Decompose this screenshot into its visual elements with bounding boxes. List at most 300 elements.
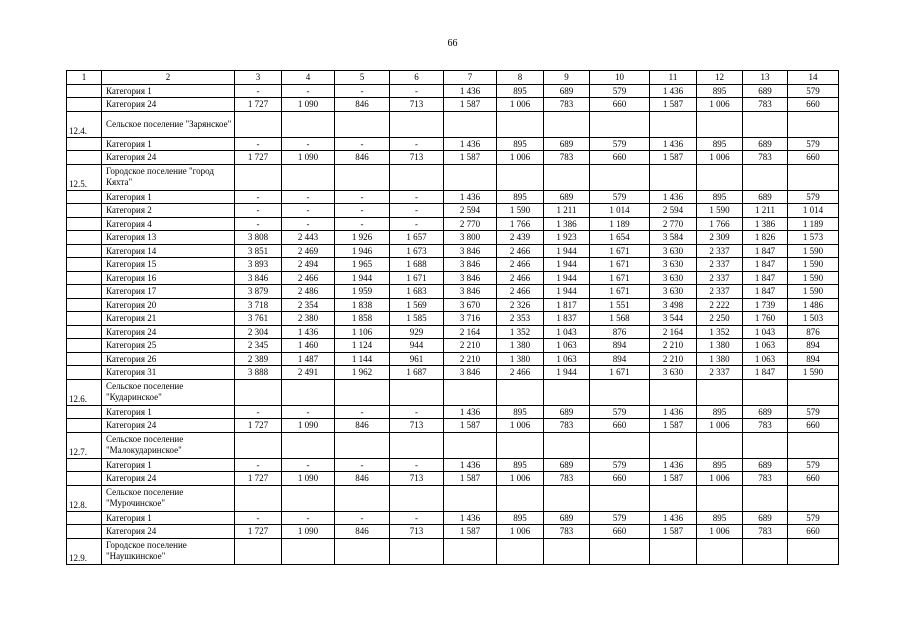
value-cell [444, 379, 497, 405]
row-number [67, 405, 102, 419]
value-cell: - [235, 190, 282, 204]
value-cell [335, 164, 390, 190]
value-cell: 1 926 [335, 231, 390, 245]
value-cell: 1 436 [444, 137, 497, 151]
value-cell: 2 250 [697, 312, 743, 326]
row-number [67, 190, 102, 204]
settlement-name: Сельское поселение "Зарянское" [102, 111, 235, 137]
value-cell: 1 727 [235, 472, 282, 486]
value-cell [335, 111, 390, 137]
value-cell: 3 498 [650, 298, 697, 312]
value-cell [497, 432, 544, 458]
value-cell: - [335, 190, 390, 204]
value-cell: 3 846 [444, 285, 497, 299]
value-cell [650, 379, 697, 405]
value-cell: 895 [697, 190, 743, 204]
value-cell [788, 379, 839, 405]
value-cell: 1 590 [788, 271, 839, 285]
value-cell [444, 164, 497, 190]
row-number: 12.8. [67, 485, 102, 511]
value-cell: 2 380 [282, 312, 335, 326]
value-cell [544, 485, 590, 511]
value-cell: 3 584 [650, 231, 697, 245]
value-cell: 1 106 [335, 325, 390, 339]
value-cell: 783 [544, 151, 590, 165]
value-cell: - [235, 458, 282, 472]
value-cell: 2 594 [444, 204, 497, 218]
value-cell: 1 590 [497, 204, 544, 218]
value-cell: 1 006 [697, 98, 743, 112]
value-cell: 579 [590, 137, 650, 151]
row-number [67, 271, 102, 285]
category-row [67, 98, 839, 112]
value-cell: 1 760 [743, 312, 788, 326]
value-cell [788, 538, 839, 564]
value-cell: 579 [590, 405, 650, 419]
value-cell: 689 [544, 511, 590, 525]
value-cell [235, 432, 282, 458]
column-header: 11 [650, 71, 697, 85]
value-cell: 1 503 [788, 312, 839, 326]
value-cell: 1 727 [235, 98, 282, 112]
value-cell: - [390, 217, 444, 231]
column-header: 3 [235, 71, 282, 85]
value-cell: 1 043 [743, 325, 788, 339]
row-number [67, 298, 102, 312]
header-row [67, 71, 839, 85]
value-cell: 1 436 [650, 84, 697, 98]
value-cell: 929 [390, 325, 444, 339]
value-cell: 783 [544, 472, 590, 486]
value-cell: 1 587 [444, 151, 497, 165]
category-name: Категория 2 [102, 204, 235, 218]
value-cell [282, 111, 335, 137]
value-cell: 1 063 [743, 339, 788, 353]
value-cell: 1 766 [497, 217, 544, 231]
row-number [67, 525, 102, 539]
value-cell: 3 888 [235, 366, 282, 380]
value-cell [235, 485, 282, 511]
row-number [67, 339, 102, 353]
category-name: Категория 1 [102, 405, 235, 419]
value-cell: 660 [788, 472, 839, 486]
value-cell: 689 [544, 405, 590, 419]
row-number [67, 285, 102, 299]
category-row [67, 285, 839, 299]
value-cell: 713 [390, 98, 444, 112]
value-cell [444, 538, 497, 564]
value-cell: - [390, 137, 444, 151]
value-cell [444, 485, 497, 511]
value-cell: - [335, 217, 390, 231]
category-name: Категория 20 [102, 298, 235, 312]
settlement-row [67, 538, 839, 564]
value-cell [788, 164, 839, 190]
value-cell: 1 671 [590, 258, 650, 272]
column-header: 13 [743, 71, 788, 85]
value-cell [497, 538, 544, 564]
category-row [67, 366, 839, 380]
category-row [67, 472, 839, 486]
category-row [67, 217, 839, 231]
value-cell: 579 [788, 137, 839, 151]
value-cell: 1 014 [590, 204, 650, 218]
value-cell: 1 436 [650, 458, 697, 472]
value-cell: 1 687 [390, 366, 444, 380]
value-cell [282, 432, 335, 458]
settlement-name: Городское поселение "город Кяхта" [102, 164, 235, 190]
value-cell: 2 491 [282, 366, 335, 380]
value-cell: 1 006 [497, 472, 544, 486]
value-cell [390, 379, 444, 405]
value-cell: 3 761 [235, 312, 282, 326]
category-name: Категория 4 [102, 217, 235, 231]
value-cell: 2 164 [444, 325, 497, 339]
value-cell: 783 [743, 151, 788, 165]
value-cell: 2 770 [444, 217, 497, 231]
value-cell [697, 164, 743, 190]
value-cell: 1 962 [335, 366, 390, 380]
value-cell: 1 436 [650, 511, 697, 525]
value-cell: 1 673 [390, 244, 444, 258]
value-cell: 2 337 [697, 258, 743, 272]
value-cell: 3 846 [235, 271, 282, 285]
value-cell: 2 345 [235, 339, 282, 353]
value-cell: 689 [743, 511, 788, 525]
value-cell: 1 014 [788, 204, 839, 218]
category-name: Категория 13 [102, 231, 235, 245]
value-cell [590, 164, 650, 190]
value-cell [282, 164, 335, 190]
value-cell: 1 211 [743, 204, 788, 218]
value-cell: 689 [544, 137, 590, 151]
value-cell: 3 630 [650, 271, 697, 285]
value-cell: 579 [590, 511, 650, 525]
value-cell: 3 846 [444, 366, 497, 380]
value-cell: 1 587 [650, 419, 697, 433]
value-cell: - [390, 511, 444, 525]
value-cell: 783 [544, 419, 590, 433]
settlement-name: Сельское поселение "Малокударинское" [102, 432, 235, 458]
row-number: 12.5. [67, 164, 102, 190]
value-cell: 3 630 [650, 244, 697, 258]
value-cell [590, 485, 650, 511]
column-header: 12 [697, 71, 743, 85]
value-cell: 2 353 [497, 312, 544, 326]
value-cell: 1 590 [697, 204, 743, 218]
value-cell [444, 432, 497, 458]
category-name: Категория 26 [102, 352, 235, 366]
value-cell: 1 006 [497, 98, 544, 112]
value-cell: 660 [590, 525, 650, 539]
column-header: 4 [282, 71, 335, 85]
category-row [67, 458, 839, 472]
value-cell: 895 [497, 190, 544, 204]
value-cell: 2 466 [497, 244, 544, 258]
value-cell: 1 837 [544, 312, 590, 326]
value-cell: 895 [497, 511, 544, 525]
value-cell: 1 847 [743, 366, 788, 380]
category-row [67, 137, 839, 151]
row-number [67, 231, 102, 245]
value-cell: - [282, 137, 335, 151]
value-cell: 1 436 [282, 325, 335, 339]
value-cell: - [235, 511, 282, 525]
value-cell: 1 090 [282, 472, 335, 486]
value-cell: 689 [544, 84, 590, 98]
value-cell: 1 090 [282, 525, 335, 539]
column-header: 10 [590, 71, 650, 85]
category-row [67, 405, 839, 419]
value-cell: 1 587 [444, 472, 497, 486]
value-cell: 846 [335, 525, 390, 539]
category-row [67, 312, 839, 326]
value-cell: 1 766 [697, 217, 743, 231]
value-cell: 2 222 [697, 298, 743, 312]
value-cell: 895 [697, 458, 743, 472]
value-cell: 783 [743, 525, 788, 539]
value-cell [788, 485, 839, 511]
value-cell: - [335, 84, 390, 98]
category-row [67, 190, 839, 204]
value-cell: 2 466 [497, 366, 544, 380]
value-cell [390, 164, 444, 190]
value-cell [390, 538, 444, 564]
value-cell: 3 630 [650, 285, 697, 299]
value-cell [282, 379, 335, 405]
value-cell: 1 090 [282, 151, 335, 165]
value-cell: 1 436 [444, 511, 497, 525]
value-cell: 894 [788, 352, 839, 366]
value-cell: 1 858 [335, 312, 390, 326]
value-cell: 2 466 [282, 271, 335, 285]
category-row [67, 151, 839, 165]
value-cell [743, 538, 788, 564]
value-cell: 2 326 [497, 298, 544, 312]
value-cell: 846 [335, 98, 390, 112]
settlement-name: Городское поселение "Наушкинское" [102, 538, 235, 564]
value-cell: 1 380 [497, 339, 544, 353]
value-cell: 895 [697, 137, 743, 151]
category-row [67, 511, 839, 525]
value-cell: 2 210 [444, 339, 497, 353]
row-number [67, 84, 102, 98]
value-cell [390, 485, 444, 511]
value-cell: 1 006 [697, 419, 743, 433]
value-cell [282, 485, 335, 511]
value-cell: 1 587 [444, 419, 497, 433]
value-cell: 894 [788, 339, 839, 353]
value-cell: 1 587 [650, 151, 697, 165]
value-cell: 3 879 [235, 285, 282, 299]
category-name: Категория 1 [102, 137, 235, 151]
value-cell: 3 846 [444, 244, 497, 258]
row-number [67, 419, 102, 433]
value-cell [235, 111, 282, 137]
value-cell: 1 585 [390, 312, 444, 326]
category-name: Категория 24 [102, 525, 235, 539]
value-cell: 3 718 [235, 298, 282, 312]
value-cell: 579 [788, 458, 839, 472]
category-name: Категория 24 [102, 151, 235, 165]
value-cell: 1 189 [590, 217, 650, 231]
value-cell [650, 432, 697, 458]
value-cell: - [390, 458, 444, 472]
value-cell: 689 [544, 190, 590, 204]
value-cell: 1 654 [590, 231, 650, 245]
category-row [67, 339, 839, 353]
settlement-name: Сельское поселение "Мурочинское" [102, 485, 235, 511]
value-cell: 713 [390, 472, 444, 486]
category-row [67, 525, 839, 539]
value-cell: 1 683 [390, 285, 444, 299]
value-cell: 1 587 [444, 98, 497, 112]
value-cell: 579 [590, 84, 650, 98]
value-cell: 1 090 [282, 98, 335, 112]
value-cell: 689 [743, 405, 788, 419]
category-row [67, 231, 839, 245]
value-cell: 876 [788, 325, 839, 339]
value-cell [590, 432, 650, 458]
value-cell: 895 [697, 511, 743, 525]
row-number: 12.6. [67, 379, 102, 405]
value-cell: - [335, 405, 390, 419]
value-cell: - [282, 511, 335, 525]
value-cell: 713 [390, 419, 444, 433]
value-cell: - [235, 405, 282, 419]
category-name: Категория 16 [102, 271, 235, 285]
row-number [67, 352, 102, 366]
value-cell [650, 164, 697, 190]
row-number: 12.9. [67, 538, 102, 564]
value-cell: - [235, 204, 282, 218]
value-cell: 1 923 [544, 231, 590, 245]
value-cell: 3 846 [444, 258, 497, 272]
value-cell: - [235, 84, 282, 98]
value-cell: 660 [788, 419, 839, 433]
value-cell: - [235, 137, 282, 151]
value-cell [544, 164, 590, 190]
value-cell: 1 847 [743, 285, 788, 299]
row-number [67, 204, 102, 218]
category-name: Категория 15 [102, 258, 235, 272]
value-cell: 783 [544, 98, 590, 112]
value-cell: 2 486 [282, 285, 335, 299]
value-cell: 1 006 [697, 472, 743, 486]
value-cell: 3 670 [444, 298, 497, 312]
value-cell: 2 210 [650, 352, 697, 366]
value-cell: 3 846 [444, 271, 497, 285]
value-cell: 1 590 [788, 285, 839, 299]
value-cell: - [335, 137, 390, 151]
value-cell: 1 817 [544, 298, 590, 312]
value-cell: 895 [497, 84, 544, 98]
value-cell: 1 436 [444, 458, 497, 472]
value-cell [650, 485, 697, 511]
value-cell: 1 590 [788, 366, 839, 380]
value-cell: - [282, 84, 335, 98]
value-cell [544, 538, 590, 564]
column-header: 14 [788, 71, 839, 85]
value-cell: 1 826 [743, 231, 788, 245]
value-cell: 3 800 [444, 231, 497, 245]
column-header: 5 [335, 71, 390, 85]
value-cell: 1 436 [444, 190, 497, 204]
row-number [67, 511, 102, 525]
row-number: 12.7. [67, 432, 102, 458]
value-cell: 894 [590, 352, 650, 366]
value-cell [544, 111, 590, 137]
settlement-row [67, 111, 839, 137]
value-cell [444, 111, 497, 137]
value-cell: 660 [590, 419, 650, 433]
value-cell [743, 485, 788, 511]
category-name: Категория 17 [102, 285, 235, 299]
category-name: Категория 24 [102, 325, 235, 339]
value-cell: 1 727 [235, 525, 282, 539]
value-cell: 2 494 [282, 258, 335, 272]
category-row [67, 204, 839, 218]
value-cell: 1 847 [743, 271, 788, 285]
value-cell: - [390, 84, 444, 98]
value-cell [590, 379, 650, 405]
value-cell: - [282, 190, 335, 204]
value-cell: 1 847 [743, 258, 788, 272]
value-cell: 1 590 [788, 258, 839, 272]
value-cell: 2 770 [650, 217, 697, 231]
value-cell: 1 063 [544, 352, 590, 366]
value-cell: 689 [743, 84, 788, 98]
value-cell: 2 469 [282, 244, 335, 258]
value-cell: 3 893 [235, 258, 282, 272]
value-cell [235, 164, 282, 190]
value-cell: 783 [544, 525, 590, 539]
value-cell: 1 944 [544, 366, 590, 380]
value-cell: 2 466 [497, 271, 544, 285]
value-cell: - [282, 204, 335, 218]
column-header: 1 [67, 71, 102, 85]
value-cell [697, 111, 743, 137]
category-name: Категория 24 [102, 98, 235, 112]
value-cell: 2 210 [444, 352, 497, 366]
category-name: Категория 24 [102, 419, 235, 433]
value-cell: 2 466 [497, 258, 544, 272]
settlement-row [67, 432, 839, 458]
settlement-row [67, 164, 839, 190]
column-header: 6 [390, 71, 444, 85]
value-cell [544, 379, 590, 405]
value-cell: 1 436 [444, 405, 497, 419]
value-cell: 1 671 [390, 271, 444, 285]
value-cell: - [390, 405, 444, 419]
value-cell: 3 851 [235, 244, 282, 258]
value-cell: 1 189 [788, 217, 839, 231]
value-cell: 3 630 [650, 258, 697, 272]
value-cell: 1 487 [282, 352, 335, 366]
value-cell: 1 587 [444, 525, 497, 539]
column-header: 9 [544, 71, 590, 85]
value-cell: 1 436 [444, 84, 497, 98]
value-cell: 2 210 [650, 339, 697, 353]
value-cell [743, 164, 788, 190]
category-name: Категория 1 [102, 511, 235, 525]
value-cell: 1 944 [544, 271, 590, 285]
row-number [67, 472, 102, 486]
category-name: Категория 1 [102, 190, 235, 204]
value-cell: 1 568 [590, 312, 650, 326]
value-cell: 2 337 [697, 285, 743, 299]
category-row [67, 258, 839, 272]
